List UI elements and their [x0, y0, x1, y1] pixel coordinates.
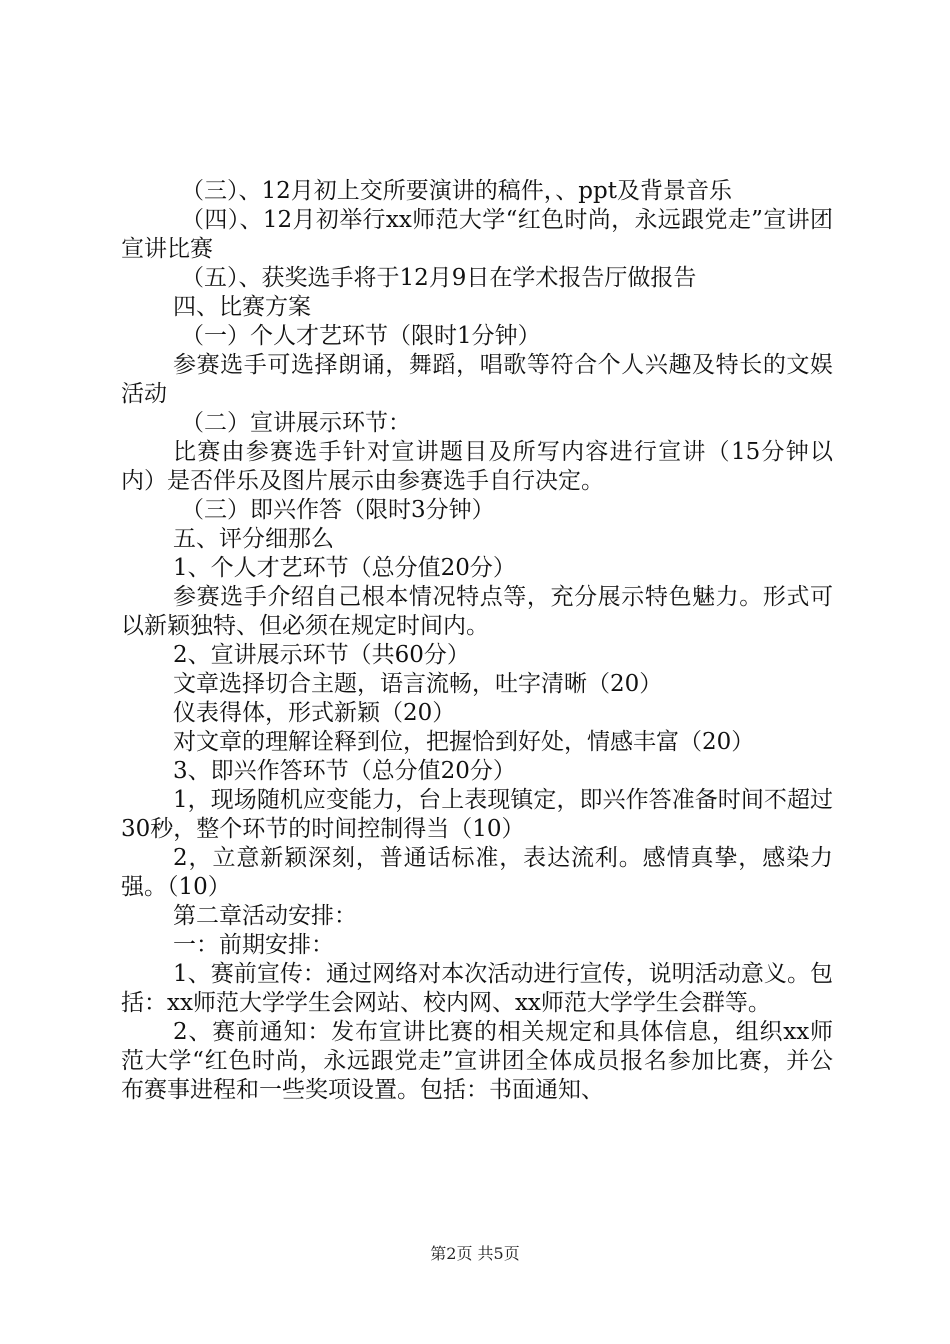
paragraph-competition-date: （四）、12月初举行xx师范大学“红色时尚，永远跟党走”宣讲团宣讲比赛 [121, 207, 833, 262]
paragraph-talent-scoring: 参赛选手介绍自己根本情况特点等，充分展示特色魅力。形式可以新颖独特、但必须在规定时间内。 [121, 584, 833, 639]
chapter-heading-activity-arrangement: 第二章活动安排： [173, 903, 357, 929]
subheading-speech-segment: （二）宣讲展示环节： [181, 410, 411, 436]
scoring-criterion-appearance: 仪表得体，形式新颖（20） [173, 700, 456, 726]
document-body [121, 177, 833, 1105]
scoring-criterion-expression: 2，立意新颖深刻，普通话标准，表达流利。感情真挚，感染力强。（10） [121, 845, 833, 900]
paragraph-speech-description: 比赛由参赛选手针对宣讲题目及所写内容进行宣讲（15分钟以内）是否伴乐及图片展示由参赛选手自行决定。 [121, 439, 833, 494]
subheading-talent-segment: （一）个人才艺环节（限时1分钟） [181, 323, 541, 349]
scoring-item-speech: 2、宣讲展示环节（共60分） [173, 642, 470, 668]
scoring-criterion-understanding: 对文章的理解诠释到位，把握恰到好处，情感丰富（20） [173, 729, 755, 755]
paragraph-submit-drafts: （三）、12月初上交所要演讲的稿件，、ppt及背景音乐 [181, 178, 732, 204]
section-heading-preliminary: 一：前期安排： [173, 932, 334, 958]
scoring-item-impromptu: 3、即兴作答环节（总分值20分） [173, 758, 516, 784]
section-heading-scoring: 五、评分细那么 [173, 526, 334, 552]
paragraph-talent-description: 参赛选手可选择朗诵，舞蹈，唱歌等符合个人兴趣及特长的文娱活动 [121, 352, 833, 407]
scoring-criterion-adaptability: 1，现场随机应变能力，台上表现镇定，即兴作答准备时间不超过30秒，整个环节的时间控制得当（10） [121, 787, 833, 842]
scoring-criterion-article: 文章选择切合主题，语言流畅，吐字清晰（20） [173, 671, 663, 697]
paragraph-award-report: （五）、获奖选手将于12月9日在学术报告厅做报告 [181, 265, 697, 291]
paragraph-notification: 2、赛前通知：发布宣讲比赛的相关规定和具体信息，组织xx师范大学“红色时尚，永远跟党走”宣讲团全体成员报名参加比赛，并公布赛事进程和一些奖项设置。包括：书面通知、 [121, 1019, 833, 1103]
scoring-item-talent: 1、个人才艺环节（总分值20分） [173, 555, 516, 581]
page-footer: 第2页 共5页 [430, 1244, 520, 1263]
paragraph-publicity: 1、赛前宣传：通过网络对本次活动进行宣传，说明活动意义。包括：xx师范大学学生会网站、校内网、xx师范大学学生会群等。 [121, 961, 833, 1016]
subheading-impromptu-segment: （三）即兴作答（限时3分钟） [181, 497, 495, 523]
section-heading-competition-plan: 四、比赛方案 [173, 294, 311, 320]
